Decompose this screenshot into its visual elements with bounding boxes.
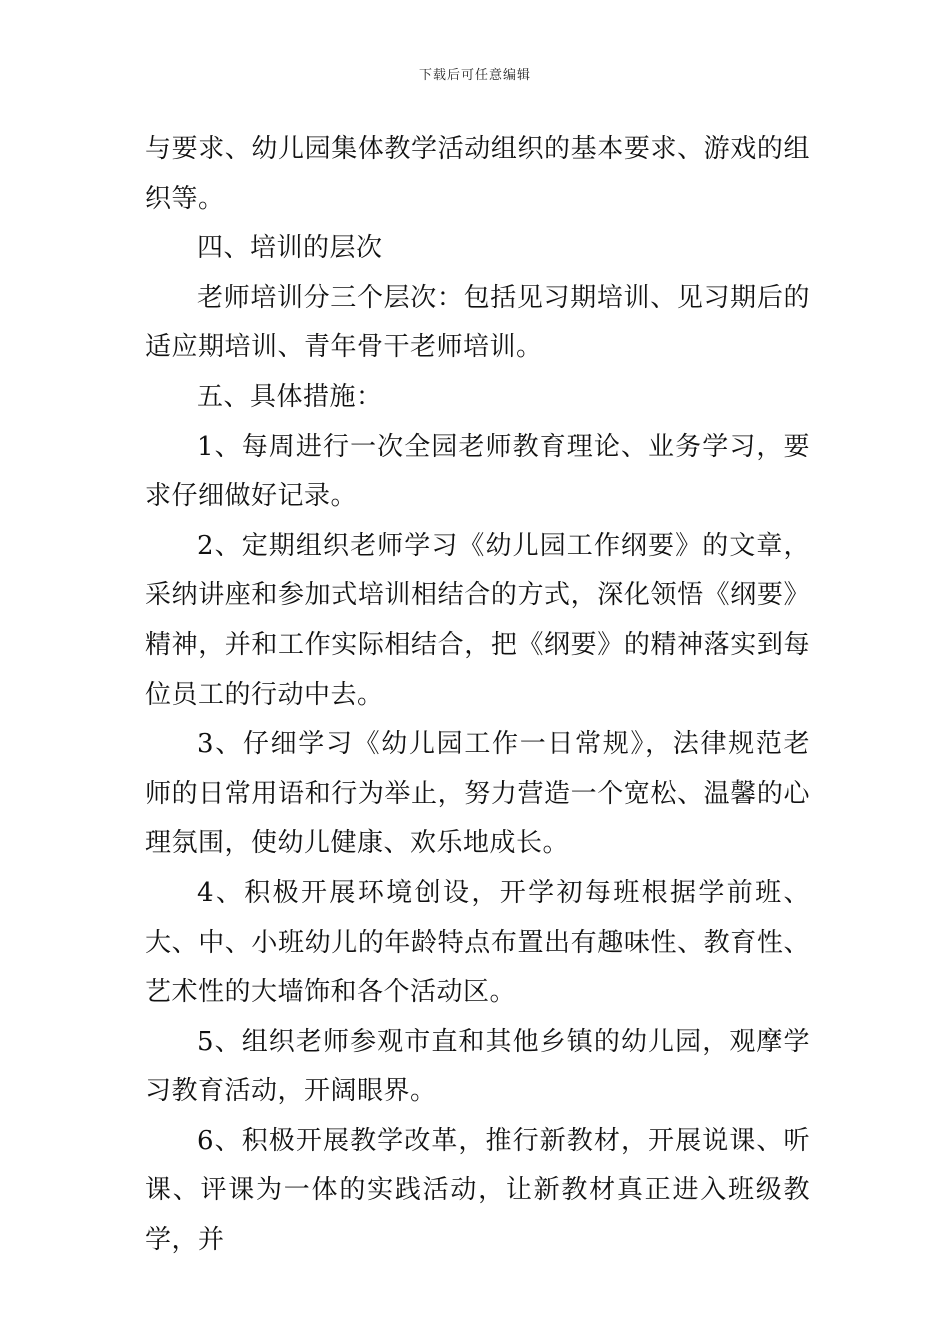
list-item-measure-3: 3、仔细学习《幼儿园工作一日常规》，法律规范老师的日常用语和行为举止，努力营造一个宽松、温馨的心理氛围，使幼儿健康、欢乐地成长。 (145, 729, 810, 859)
paragraph-training-levels: 老师培训分三个层次：包括见习期培训、见习期后的适应期培训、青年骨干老师培训。 (145, 282, 810, 363)
document-body (145, 125, 810, 1266)
list-item-measure-2: 2、定期组织老师学习《幼儿园工作纲要》的文章，采纳讲座和参加式培训相结合的方式，深化领悟《纲要》精神，并和工作实际相结合，把《纲要》的精神落实到每位员工的行动中去。 (145, 530, 810, 710)
paragraph-continuation: 与要求、幼儿园集体教学活动组织的基本要求、游戏的组织等。 (145, 134, 810, 214)
page-header-note: 下载后可任意编辑 (418, 68, 531, 83)
section-heading-training-levels: 四、培训的层次 (197, 233, 383, 264)
list-item-measure-1: 1、每周进行一次全园老师教育理论、业务学习，要求仔细做好记录。 (145, 431, 810, 512)
section-heading-measures: 五、具体措施： (197, 381, 383, 412)
list-item-measure-6: 6、积极开展教学改革，推行新教材，开展说课、听课、评课为一体的实践活动，让新教材真正进入班级教学，并 (145, 1125, 810, 1256)
list-item-measure-4: 4、积极开展环境创设，开学初每班根据学前班、大、中、小班幼儿的年龄特点布置出有趣味性、教育性、艺术性的大墙饰和各个活动区。 (145, 877, 810, 1008)
list-item-measure-5: 5、组织老师参观市直和其他乡镇的幼儿园，观摩学习教育活动，开阔眼界。 (145, 1026, 810, 1107)
